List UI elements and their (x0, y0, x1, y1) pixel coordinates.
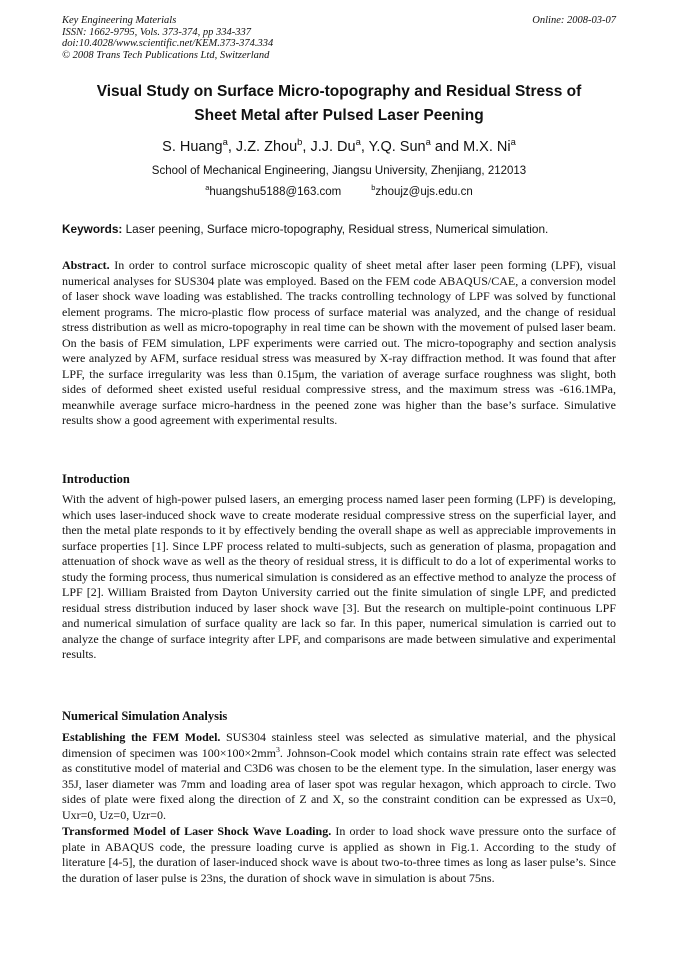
fem-model-label: Establishing the FEM Model. (62, 730, 221, 744)
author-separator: , (302, 139, 311, 155)
author-name: S. Huang (162, 139, 223, 155)
fem-text-2: . Johnson-Cook model which contains strain rate effect was selected as constitutive model of material and C3D6 was chosen to be the element type. In the simulation, laser energy was 35J, laser diameter was 7mm and loading area of laser spot was regular hexagon, which approach to circle. Two sides of plate were fixed along the direction of Z and X, so the constraint condition can be expressed as Ux=0, Uxr=0, Uz=0, Uzr=0. (62, 745, 616, 822)
author-separator: , (227, 139, 236, 155)
section-heading-numerical: Numerical Simulation Analysis (62, 709, 228, 723)
keywords (62, 222, 616, 236)
journal-name: Key Engineering Materials (62, 15, 177, 26)
shock-wave-text: In order to load shock wave pressure onto the surface of plate in ABAQUS code, the pressure loading curve is applied as shown in Fig.1. According to the study of literature [4-5], the duration of laser-induced shock wave is about two-to-three times as long as laser pulse’s. Since the duration of laser pulse is 23ns, the duration of shock wave in simulation is about 75ns. (62, 824, 616, 885)
title-line-2: Sheet Metal after Pulsed Laser Peening (194, 107, 484, 124)
keywords-text: Laser peening, Surface micro-topography, Residual stress, Numerical simulation. (122, 222, 549, 236)
email-link[interactable]: huangshu5188@163.com (209, 186, 342, 198)
author-affil-mark: a (222, 136, 228, 148)
affiliation: School of Mechanical Engineering, Jiangsu University, Zhenjiang, 212013 (151, 165, 527, 177)
email-mark: b (371, 183, 376, 193)
issn-line: ISSN: 1662-9795, Vols. 373-374, pp 334-337 (62, 26, 251, 38)
introduction-paragraph: With the advent of high-power pulsed lasers, an emerging process named laser peen forming (LPF) is developing, which uses laser-induced shock wave to create moderate residual compressive stress on the superficial layer, and then the metal plate responds to it by effectively bending the overall shape as well as appreciable improvements in surface properties [1]. Since LPF process related to multi-subjects, such as generation of plasma, propagation and attenuation of shock wave as well as the theory of residual stress, it is difficult to do a lot of experimental works to study the forming process, thus numerical simulation is considered as an effective method to analyze the process of LPF [2]. William Braisted from Dayton University carried out the finite simulation of single LPF, and predicted residual stress distribution induced by laser shock wave [3]. But the research on multiple-point continuous LPF and numerical simulation of surface quality are lack so far. In this paper, numerical simulation is carried out to analyze the change of surface integrity after LPF, and comparisons are made between simulative and experimental results. (62, 492, 616, 661)
author-separator: and (430, 139, 464, 155)
email-line (62, 185, 616, 199)
shock-wave-label: Transformed Model of Laser Shock Wave Loading. (62, 824, 332, 838)
section-heading-introduction: Introduction (62, 472, 130, 486)
author-name: J.J. Du (310, 139, 356, 155)
author-name: M.X. Ni (463, 139, 511, 155)
fem-text-1: SUS304 stainless steel was selected as simulative material, and the physical dimension of specimen was 100×100×2mm (62, 730, 617, 760)
author-separator: , (360, 139, 369, 155)
keywords-label: Keywords: (62, 222, 123, 236)
online-date: Online: 2008-03-07 (532, 15, 616, 26)
abstract (62, 258, 616, 429)
author-name: J.Z. Zhou (235, 139, 298, 155)
author-list (62, 138, 616, 156)
running-header (62, 15, 273, 61)
author-name: Y.Q. Sun (368, 139, 426, 155)
author-affil-mark: a (355, 136, 361, 148)
abstract-label: Abstract. (62, 258, 110, 272)
fem-superscript: 3 (275, 744, 280, 754)
doi-line: doi:10.4028/www.scientific.net/KEM.373-374.334 (62, 38, 274, 49)
title-line-1: Visual Study on Surface Micro-topography and Residual Stress of (96, 83, 582, 100)
email-mark: a (205, 183, 210, 193)
author-affil-mark: a (510, 136, 516, 148)
copyright-line: © 2008 Trans Tech Publications Ltd, Switzerland (62, 49, 270, 61)
paper-title (62, 80, 616, 128)
shock-wave-paragraph (62, 824, 616, 886)
fem-model-paragraph (62, 730, 616, 823)
author-affil-mark: b (297, 136, 303, 148)
abstract-text: In order to control surface microscopic quality of sheet metal after laser peen forming (LPF), visual numerical analyses for SUS304 plate was employed. Based on the FEM code ABAQUS/CAE, a conversion model of laser shock wave loading was established. The tracks controlling technology of LPF was solved by functional element programs. The micro-plastic flow process of surface material was analyzed, and the change of residual stress distribution as well as micro-topography in real time can be shown with the movement of pulsed laser beam. On the basis of FEM simulation, LPF experiments were carried out. The micro-topography and section analysis were analyzed by AFM, surface residual stress was measured by X-ray diffraction method. It was found that after LPF, the surface irregularity was less than 0.15μm, the variation of average surface roughness was slight, both sides of deformed sheet existed useful residual compressive stress, and the maximum stress was -616.1MPa, meanwhile average surface micro-hardness in the peened zone was higher than the base’s surface. Simulative results show a good agreement with experimental results. (62, 258, 616, 427)
author-affil-mark: a (425, 136, 431, 148)
email-link[interactable]: zhoujz@ujs.edu.cn (375, 186, 473, 198)
